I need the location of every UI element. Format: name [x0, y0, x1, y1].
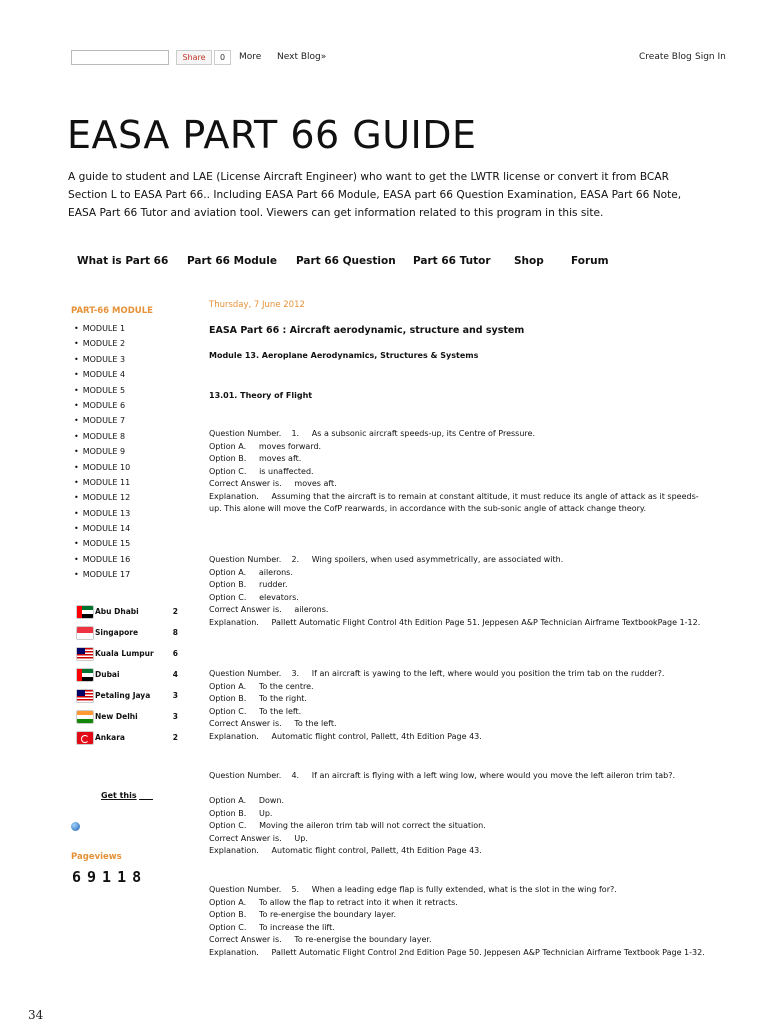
more-link[interactable]: More [239, 52, 262, 62]
explanation-line: Explanation. Automatic flight control, Pallett, 4th Edition Page 43. [209, 731, 482, 741]
create-blog-link[interactable]: Create Blog [639, 52, 692, 62]
visitor-count: 8 [172, 628, 178, 637]
answer-line: Correct Answer is. moves aft. [209, 479, 337, 488]
visitor-row [76, 731, 178, 745]
visitor-count: 6 [172, 649, 178, 658]
module-link[interactable]: • MODULE 10 [74, 463, 130, 478]
globe-icon[interactable] [71, 822, 80, 831]
module-link[interactable]: • MODULE 17 [74, 570, 130, 585]
module-link[interactable]: • MODULE 9 [74, 447, 130, 462]
blog-title[interactable]: EASA PART 66 GUIDE [67, 113, 477, 157]
post-date: Thursday, 7 June 2012 [209, 300, 305, 310]
question-line: Question Number. 2. Wing spoilers, when used asymmetrically, are associated with. [209, 555, 564, 564]
module-link[interactable]: • MODULE 11 [74, 478, 130, 493]
option-line: Option B. To re-energise the boundary layer. [209, 910, 397, 919]
visitor-city: New Delhi [95, 712, 138, 721]
option-line: Option A. moves forward. [209, 441, 322, 451]
modules-heading: PART-66 MODULE [71, 306, 153, 316]
answer-line: Correct Answer is. To the left. [209, 719, 337, 728]
share-button[interactable]: Share [176, 50, 212, 65]
visitor-count: 4 [172, 670, 178, 679]
visitor-city: Abu Dhabi [95, 607, 139, 616]
post-subtitle: Module 13. Aeroplane Aerodynamics, Structures & Systems [209, 351, 479, 360]
module-link[interactable]: • MODULE 14 [74, 524, 130, 539]
singapore-flag-icon [76, 626, 94, 640]
visitor-city: Petaling Jaya [95, 691, 151, 700]
turkey-flag-icon [76, 731, 94, 745]
option-line: Option B. Up. [209, 808, 273, 818]
blog-description: A guide to student and LAE (License Aircraft Engineer) who want to get the LWTR license or convert it from BCAR Section L to EASA Part 66.. Including EASA Part 66 Module, EASA part 66 Question Examination, EASA Part 66 Note, EASA Part 66 Tutor and aviation tool. Viewers can get information related to this program in this site. [68, 171, 682, 219]
get-this-link[interactable]: Get this [101, 791, 137, 800]
explanation-line: Explanation. Pallett Automatic Flight Control 4th Edition Page 51. Jeppesen A&P Technician Airframe TextbookPage 1-12. [209, 617, 701, 627]
uae-flag-icon [76, 605, 94, 619]
option-line: Option B. rudder. [209, 580, 288, 589]
india-flag-icon [76, 710, 94, 724]
module-link[interactable]: • MODULE 4 [74, 370, 130, 385]
module-link[interactable]: • MODULE 1 [74, 324, 130, 339]
visitor-row [76, 668, 178, 682]
tab-what-is-part-66[interactable]: What is Part 66 [77, 255, 169, 267]
explanation-line: Explanation. Assuming that the aircraft is to remain at constant altitude, it must reduce its angle of attack as it speeds-up. This alone will move the CofP rearwards, in accordance with the sub-sonic angle of attack change theory. [209, 491, 699, 513]
option-line: Option A. Down. [209, 796, 285, 805]
post-section: 13.01. Theory of Flight [209, 391, 313, 400]
get-this-divider [139, 799, 153, 800]
visitor-count: 3 [172, 691, 178, 700]
tab-shop[interactable]: Shop [514, 255, 544, 267]
module-link[interactable]: • MODULE 16 [74, 555, 130, 570]
pageviews-counter: 69118 [72, 868, 148, 886]
visitor-count: 2 [172, 733, 178, 742]
navbar-search-input[interactable] [71, 50, 169, 65]
malaysia-flag-icon [76, 689, 94, 703]
question-line: Question Number. 4. If an aircraft is flying with a left wing low, where would you move the left aileron trim tab?. [209, 771, 676, 780]
module-link[interactable]: • MODULE 6 [74, 401, 130, 416]
module-link[interactable]: • MODULE 5 [74, 386, 130, 401]
question-block [209, 668, 709, 743]
visitor-city: Ankara [95, 733, 125, 742]
option-line: Option C. To increase the lift. [209, 922, 335, 932]
tab-part-66-question[interactable]: Part 66 Question [296, 255, 396, 267]
spacer-line [209, 783, 709, 796]
option-line: Option B. moves aft. [209, 454, 302, 463]
module-link[interactable]: • MODULE 2 [74, 339, 130, 354]
module-link[interactable]: • MODULE 15 [74, 539, 130, 554]
option-line: Option C. Moving the aileron trim tab will not correct the situation. [209, 821, 486, 830]
option-line: Option A. ailerons. [209, 567, 293, 577]
option-line: Option B. To the right. [209, 694, 307, 703]
module-link[interactable]: • MODULE 7 [74, 416, 130, 431]
post-title[interactable]: EASA Part 66 : Aircraft aerodynamic, structure and system [209, 325, 525, 336]
module-link[interactable]: • MODULE 8 [74, 432, 130, 447]
visitor-row [76, 605, 178, 619]
visitor-city: Dubai [95, 670, 120, 679]
option-line: Option C. To the left. [209, 706, 302, 716]
option-line: Option C. is unaffected. [209, 466, 314, 476]
page-number: 34 [28, 1008, 44, 1022]
visitor-row [76, 710, 178, 724]
question-block [209, 554, 709, 629]
answer-line: Correct Answer is. Up. [209, 833, 308, 843]
module-link[interactable]: • MODULE 13 [74, 509, 130, 524]
option-line: Option A. To the centre. [209, 681, 314, 691]
question-block [209, 428, 709, 516]
sign-in-link[interactable]: Sign In [695, 52, 726, 62]
tab-forum[interactable]: Forum [571, 255, 609, 267]
pageviews-heading: Pageviews [71, 852, 122, 862]
visitor-row [76, 689, 178, 703]
module-list [74, 324, 130, 586]
option-line: Option A. To allow the flap to retract into it when it retracts. [209, 897, 458, 907]
module-link[interactable]: • MODULE 3 [74, 355, 130, 370]
visitor-count: 3 [172, 712, 178, 721]
next-blog-link[interactable]: Next Blog» [277, 52, 327, 62]
answer-line: Correct Answer is. ailerons. [209, 605, 329, 614]
visitor-city: Kuala Lumpur [95, 649, 154, 658]
option-line: Option C. elevators. [209, 592, 299, 602]
explanation-line: Explanation. Pallett Automatic Flight Control 2nd Edition Page 50. Jeppesen A&P Technician Airframe Textbook Page 1-32. [209, 947, 705, 957]
explanation-line: Explanation. Automatic flight control, Pallett, 4th Edition Page 43. [209, 846, 482, 855]
question-block [209, 770, 709, 858]
question-block [209, 884, 709, 959]
answer-line: Correct Answer is. To re-energise the boundary layer. [209, 935, 432, 944]
uae-flag-icon [76, 668, 94, 682]
visitor-row [76, 647, 178, 661]
question-line: Question Number. 5. When a leading edge flap is fully extended, what is the slot in the wing for?. [209, 885, 617, 894]
visitor-row [76, 626, 178, 640]
question-line: Question Number. 3. If an aircraft is yawing to the left, where would you position the trim tab on the rudder?. [209, 669, 665, 678]
module-link[interactable]: • MODULE 12 [74, 493, 130, 508]
tab-part-66-module[interactable]: Part 66 Module [187, 255, 277, 267]
malaysia-flag-icon [76, 647, 94, 661]
visitor-count: 2 [172, 607, 178, 616]
tab-part-66-tutor[interactable]: Part 66 Tutor [413, 255, 491, 267]
share-count: 0 [214, 50, 231, 65]
visitor-city: Singapore [95, 628, 139, 637]
question-line: Question Number. 1. As a subsonic aircraft speeds-up, its Centre of Pressure. [209, 429, 535, 438]
